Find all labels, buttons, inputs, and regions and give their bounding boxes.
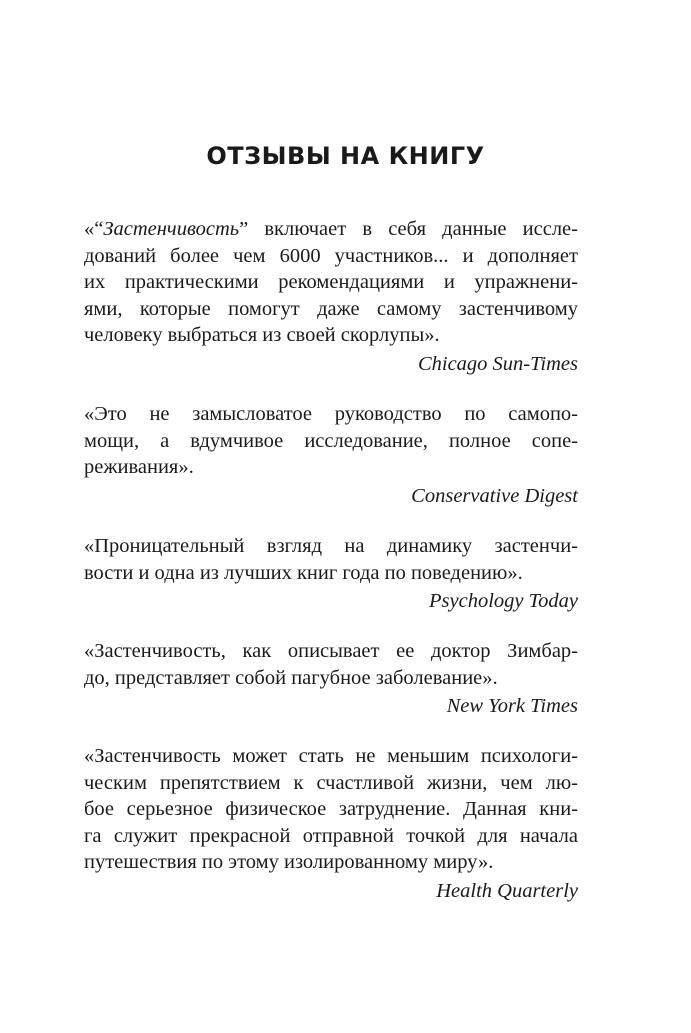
review-conservative-digest: [84, 401, 578, 509]
review-text: ” включает в себя данные иссле-: [239, 218, 578, 240]
review-source: Health Quarterly: [436, 879, 578, 902]
review-line: «Застенчивость может стать не меньшим психологи-: [84, 745, 578, 767]
review-line: «Это не замысловатое руководство по самопо-: [84, 403, 578, 425]
review-health-quarterly: [84, 743, 578, 904]
review-source: New York Times: [446, 695, 578, 717]
page-title: ОТЗЫВЫ НА КНИГУ: [206, 142, 485, 170]
review-line: вости и одна из лучших книг года по поведению».: [84, 561, 523, 584]
review-new-york-times: [84, 638, 578, 720]
book-title: Застенчивость: [103, 218, 240, 240]
review-line: до, представляет собой пагубное заболевание».: [84, 666, 498, 689]
review-line: их практическими рекомендациями и упражнени-: [84, 271, 578, 293]
review-source: Conservative Digest: [411, 484, 578, 507]
review-line: «Проницательный взгляд на динамику застенчи-: [84, 535, 578, 557]
review-psychology-today: [84, 533, 578, 615]
review-line: бое серьезное физическое затруднение. Данная кни-: [84, 798, 578, 820]
review-source: Chicago Sun-Times: [417, 352, 578, 375]
review-line: [84, 216, 578, 243]
review-line: га служит прекрасной отправной точкой для начала: [84, 824, 578, 847]
review-line: ями, которые помогут даже самому застенчивому: [84, 297, 578, 320]
quote-open: «“: [84, 218, 104, 240]
review-line: путешествия по этому изолированному миру».: [84, 851, 494, 873]
review-line: дований более чем 6000 участников... и дополняет: [84, 244, 578, 267]
review-line: мощи, а вдумчивое исследование, полное сопе-: [84, 429, 578, 452]
review-source: Psychology Today: [429, 590, 578, 612]
review-line: «Застенчивость, как описывает ее доктор Зимбар-: [84, 640, 578, 662]
review-line: человеку выбраться из своей скорлупы».: [84, 324, 440, 346]
review-chicago-sun-times: [84, 216, 578, 377]
review-line: ческим препятствием к счастливой жизни, чем лю-: [84, 771, 578, 794]
review-line: реживания».: [84, 456, 194, 478]
